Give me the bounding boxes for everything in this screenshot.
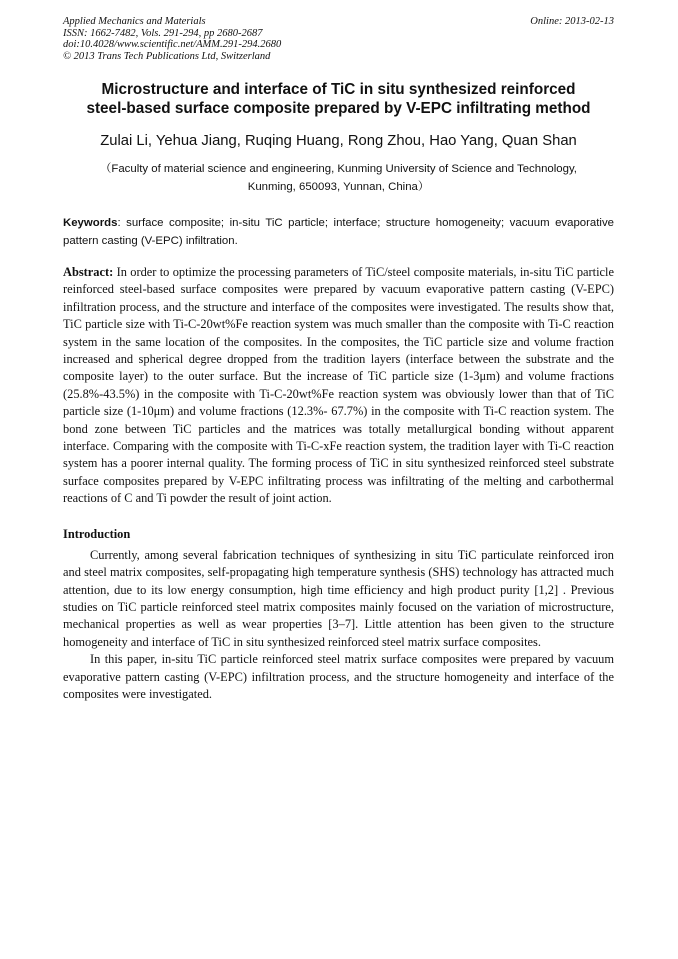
title-line-2: steel-based surface composite prepared by V-EPC infiltrating method [86, 100, 591, 117]
issn-line: ISSN: 1662-7482, Vols. 291-294, pp 2680-2687 [63, 27, 263, 39]
affiliation-line-2: Kunming, 650093, Yunnan, China） [247, 181, 430, 193]
title-line-1: Microstructure and interface of TiC in situ synthesized reinforced [101, 81, 576, 98]
doi-line: doi:10.4028/www.scientific.net/AMM.291-294.2680 [63, 39, 282, 50]
introduction-paragraph-2: In this paper, in-situ TiC particle reinforced steel matrix surface composites were prepared by vacuum evaporative pattern casting (V-EPC) infiltration process, and the structure homogeneity and interface of the composites were investigated. [63, 652, 614, 701]
authors: Zulai Li, Yehua Jiang, Ruqing Huang, Rong Zhou, Hao Yang, Quan Shan [100, 133, 577, 149]
journal-header [63, 16, 614, 62]
keywords-label: Keywords [63, 217, 118, 229]
keywords [63, 214, 614, 250]
copyright-line: © 2013 Trans Tech Publications Ltd, Switzerland [63, 50, 271, 62]
journal-name: Applied Mechanics and Materials [63, 16, 206, 27]
introduction-paragraph-1: Currently, among several fabrication techniques of synthesizing in situ TiC particulate reinforced iron and steel matrix composites, self-propagating high temperature synthesis (SHS) technology has attracted much attention, due to its low energy consumption, high time efficiency and high product purity [1,2] . Previous studies on TiC particle reinforced steel matrix composites mainly focused on the variation of microstructure, mechanical properties as well as wear properties [3–7]. Little attention has been given to the structure homogeneity and interface of TiC in situ synthesized reinforced steel matrix surface composites. [63, 547, 614, 649]
online-date: Online: 2013-02-13 [530, 16, 614, 27]
abstract-text: In order to optimize the processing parameters of TiC/steel composite materials, in-situ TiC particle reinforced steel-based surface composites were prepared by vacuum evaporative pattern casting (V-EPC) infiltration process, and the structure and interface of the composites were investigated. The results show that, TiC particle size with Ti-C-20wt%Fe reaction system was much smaller than the composite with Ti-C reaction system in the same location of the composites. In the composites, the TiC particle size and volume fraction increased and spherical degree dropped from the tradition layers (interface between the substrate and the composite layer) to the outer surface. But the increase of TiC particle size (1-3μm) and volume fractions (25.8%-43.5%) in the composite with Ti-C-20wt%Fe reaction system was obviously lower than that of TiC particle size (1-10μm) and volume fractions (12.3%- 67.7%) in the composite with Ti-C reaction system. The bond zone between TiC particles and the matrices was totally metallurgical bonding without apparent interface. Comparing with the composite with Ti-C-xFe reaction system, the tradition layer with Ti-C reaction system has a poorer internal quality. The forming process of TiC in situ synthesized reinforced steel substrate surface composites prepared by V-EPC infiltrating process was infiltrating of the melting and carbothermal reactions of C and Ti powder the result of joint action. [63, 265, 614, 506]
introduction-heading: Introduction [63, 526, 131, 541]
keywords-text: : surface composite; in-situ TiC particle; interface; structure homogeneity; vacuum evaporative pattern casting (V-EPC) infiltration. [63, 217, 614, 247]
affiliation [63, 160, 614, 196]
paper-title [63, 80, 614, 118]
abstract [63, 264, 614, 508]
abstract-label: Abstract: [63, 265, 114, 279]
affiliation-line-1: （Faculty of material science and engineering, Kunming University of Science and Technology, [100, 163, 577, 175]
paper-page [63, 16, 614, 703]
